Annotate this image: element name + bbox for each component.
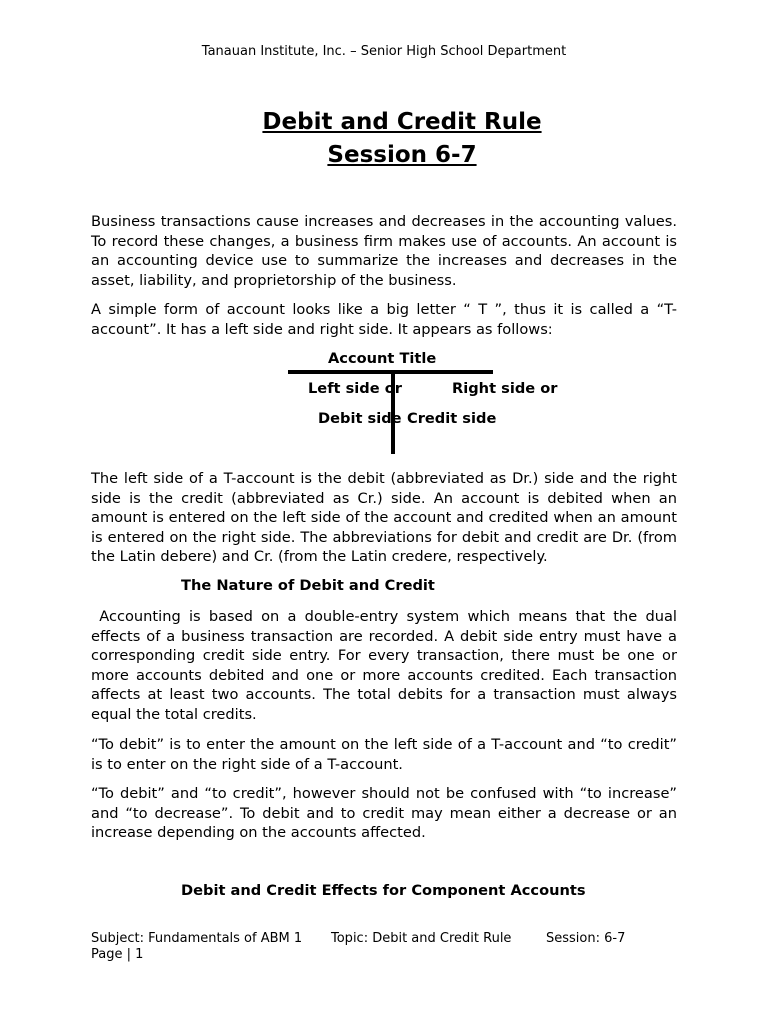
paragraph-double-entry: Accounting is based on a double-entry system which means that the dual effects of a business transaction are recorded. A debit side entry must have a corresponding credit side entry. For every transaction, there must be one or more accounts debited and one or more accounts credited. Each transaction affects at least two accounts. The total debits for a transaction must always equal the total credits. xyxy=(91,608,677,723)
paragraph-accounts-intro: Business transactions cause increases and decreases in the accounting values. To record these changes, a business firm makes use of accounts. An account is an accounting device use to summarize the increases and decreases in the asset, liability, and proprietorship of the business. xyxy=(91,213,677,289)
paragraph-to-debit: “To debit” is to enter the amount on the left side of a T-account and “to credit” is to enter on the right side of a T-account. xyxy=(91,736,677,773)
t-account-left-label-1: Left side or xyxy=(308,380,402,397)
paragraph-not-confused: “To debit” and “to credit”, however should not be confused with “to increase” and “to decrease”. To debit and to credit may mean either a decrease or an increase depending on the accounts affected. xyxy=(91,785,677,841)
t-account-left-label-2: Debit side xyxy=(318,410,402,427)
footer-subject: Subject: Fundamentals of ABM 1 xyxy=(91,931,303,946)
footer-session: Session: 6-7 xyxy=(546,931,626,946)
page-footer xyxy=(91,931,625,963)
footer-topic: Topic: Debit and Credit Rule xyxy=(331,931,512,946)
paragraph-debit-credit-sides: The left side of a T-account is the debit (abbreviated as Dr.) side and the right side is the credit (abbreviated as Cr.) side. An account is debited when an amount is entered on the left side of the account and credited when an amount is entered on the right side. The abbreviations for debit and credit are Dr. (from the Latin debere) and Cr. (from the Latin credere, respectively. xyxy=(91,470,677,565)
t-account-right-label-2: Credit side xyxy=(407,410,497,427)
section-heading-nature: The Nature of Debit and Credit xyxy=(181,577,435,594)
page-header: Tanauan Institute, Inc. – Senior High School Department xyxy=(201,44,567,59)
t-account-right-label-1: Right side or xyxy=(452,380,558,397)
document-title: Debit and Credit Rule xyxy=(262,109,542,135)
t-account-title: Account Title xyxy=(328,350,437,367)
footer-page-number: Page | 1 xyxy=(91,947,144,962)
paragraph-t-account-intro: A simple form of account looks like a big letter “ T ”, thus it is called a “T-account”. It has a left side and right side. It appears as follows: xyxy=(91,301,677,338)
document-subtitle: Session 6-7 xyxy=(327,142,477,168)
section-heading-effects: Debit and Credit Effects for Component Accounts xyxy=(181,882,586,899)
